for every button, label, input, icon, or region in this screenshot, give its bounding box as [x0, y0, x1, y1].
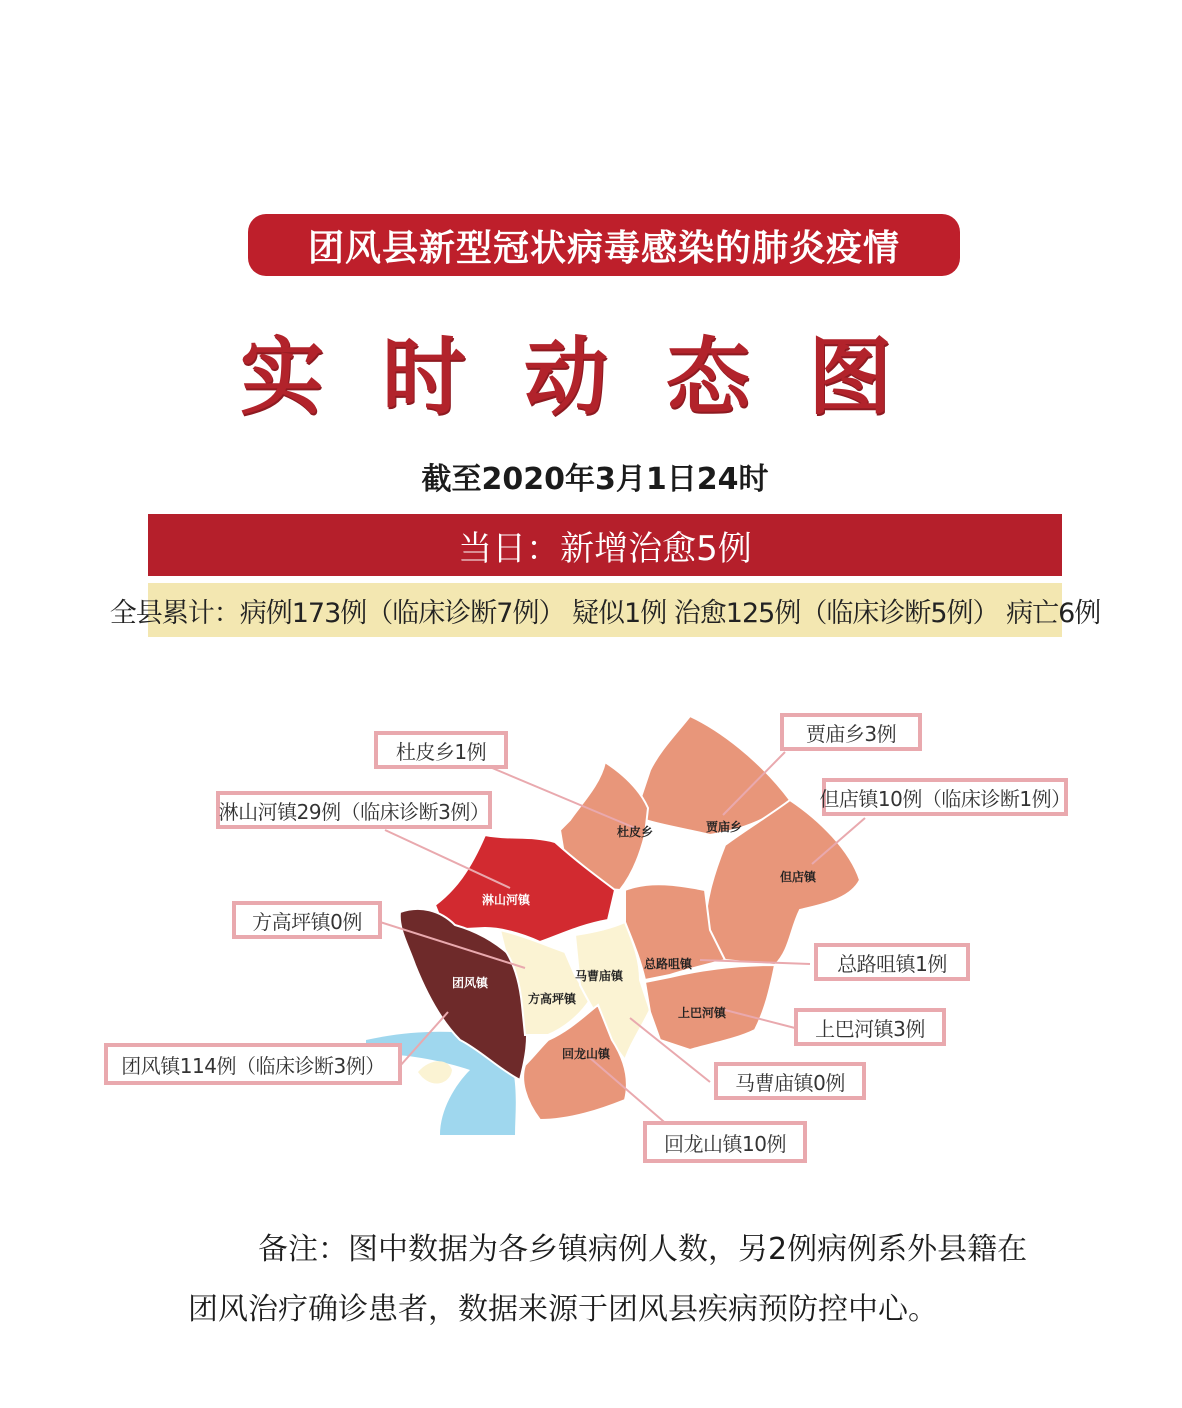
callout-macaomiao: 马曹庙镇0例	[714, 1062, 866, 1100]
town-name-linshanhe: 淋山河镇	[482, 893, 531, 907]
town-name-dupi: 杜皮乡	[617, 825, 654, 839]
callout-jiamiao: 贾庙乡3例	[780, 713, 922, 751]
county-map	[0, 690, 1182, 1160]
big-title: 实时动态图	[239, 326, 950, 426]
callout-zongluju: 总路咀镇1例	[814, 943, 970, 981]
callout-shangbahe: 上巴河镇3例	[794, 1008, 946, 1046]
town-name-fanggaoping: 方高坪镇	[528, 992, 577, 1006]
callout-fanggaoping: 方高坪镇0例	[232, 901, 382, 939]
river-island	[418, 1061, 452, 1083]
cumulative-text: 全县累计：病例173例（临床诊断7例） 疑似1例 治愈125例（临床诊断5例） 病亡6例	[109, 597, 1101, 629]
today-band	[148, 514, 1062, 576]
town-name-zongluju: 总路咀镇	[644, 957, 693, 971]
callout-linshanhe: 淋山河镇29例（临床诊断3例）	[216, 791, 492, 829]
cumulative-band	[109, 583, 1101, 637]
town-name-jiamiao: 贾庙乡	[706, 820, 743, 834]
callout-dupi: 杜皮乡1例	[374, 731, 508, 769]
callout-tuanfeng: 团风镇114例（临床诊断3例）	[104, 1043, 402, 1085]
town-name-dandian: 但店镇	[780, 870, 817, 884]
header-title-banner	[248, 214, 960, 276]
deadline-text: 截至2020年3月1日24时	[421, 462, 769, 497]
footnote: 备注：图中数据为各乡镇病例人数，另2例病例系外县籍在团风治疗确诊患者，数据来源于团风县疾病预防控中心。	[188, 1232, 1028, 1327]
today-text: 当日：新增治愈5例	[458, 528, 752, 569]
town-name-shangbahe: 上巴河镇	[678, 1006, 727, 1020]
callout-huilongshan: 回龙山镇10例	[643, 1121, 807, 1163]
town-name-tuanfeng: 团风镇	[452, 976, 489, 990]
callout-dandian: 但店镇10例（临床诊断1例）	[822, 778, 1068, 816]
header-title: 团风县新型冠状病毒感染的肺炎疫情	[307, 227, 900, 269]
town-name-macaomiao: 马曹庙镇	[575, 969, 624, 983]
town-name-huilongshan: 回龙山镇	[562, 1047, 611, 1061]
